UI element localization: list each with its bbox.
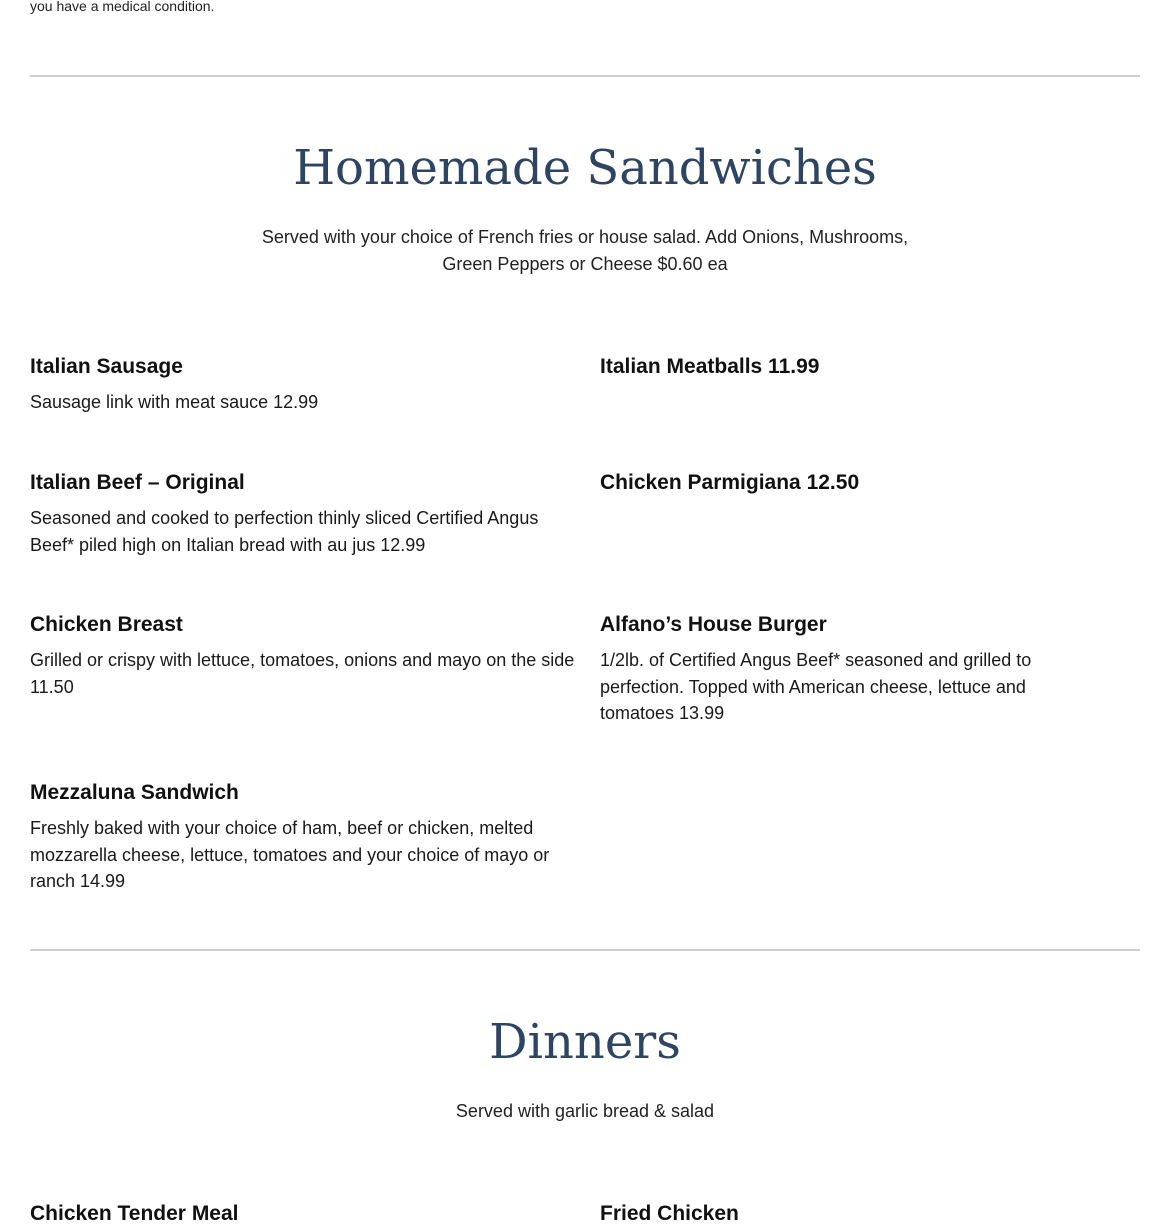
menu-item-italian-meatballs bbox=[600, 353, 1100, 381]
menu-item-name: Italian Meatballs 11.99 bbox=[600, 355, 820, 378]
menu-item-chicken-tender-meal bbox=[30, 1200, 575, 1228]
menu-item-description: Freshly baked with your choice of ham, beef or chicken, melted mozzarella cheese, lettuce, tomatoes and your choice of mayo or ranch 14.99 bbox=[30, 818, 550, 891]
menu-item-house-burger bbox=[600, 611, 1100, 727]
menu-item-name: Chicken Parmigiana 12.50 bbox=[600, 471, 860, 494]
menu-item-description: Seasoned and cooked to perfection thinly sliced Certified Angus Beef* piled high on Italian bread with au jus 12.99 bbox=[30, 508, 539, 555]
menu-item-name: Fried Chicken bbox=[600, 1202, 739, 1225]
sandwiches-title: Homemade Sandwiches bbox=[293, 140, 877, 196]
menu-item-italian-sausage bbox=[30, 353, 575, 416]
menu-item-chicken-parmigiana bbox=[600, 469, 1100, 497]
menu-item-name: Mezzaluna Sandwich bbox=[30, 781, 239, 804]
sandwiches-description-line2: Green Peppers or Cheese $0.60 ea bbox=[442, 254, 728, 274]
section-divider bbox=[30, 75, 1140, 77]
menu-item-name: Italian Sausage bbox=[30, 355, 183, 378]
sandwiches-description bbox=[235, 224, 935, 278]
menu-item-name: Italian Beef – Original bbox=[30, 471, 245, 494]
menu-item-name: Chicken Tender Meal bbox=[30, 1202, 239, 1225]
menu-item-name: Alfano’s House Burger bbox=[600, 613, 827, 636]
dinners-description: Served with garlic bread & salad bbox=[455, 1101, 715, 1121]
sandwiches-description-line1: Served with your choice of French fries or house salad. Add Onions, Mushrooms, bbox=[261, 227, 909, 247]
menu-item-description: Sausage link with meat sauce 12.99 bbox=[30, 392, 319, 412]
medical-note: you have a medical condition. bbox=[30, 0, 215, 14]
menu-item-chicken-breast bbox=[30, 611, 575, 700]
menu-item-italian-beef bbox=[30, 469, 575, 558]
menu-item-name: Chicken Breast bbox=[30, 613, 183, 636]
section-divider bbox=[30, 949, 1140, 951]
dinners-title: Dinners bbox=[489, 1014, 681, 1070]
menu-item-description: 1/2lb. of Certified Angus Beef* seasoned and grilled to perfection. Topped with American cheese, lettuce and tomatoes 13.99 bbox=[600, 650, 1032, 723]
menu-item-fried-chicken bbox=[600, 1200, 1100, 1228]
menu-item-mezzaluna-sandwich bbox=[30, 779, 575, 895]
menu-item-description: Grilled or crispy with lettuce, tomatoes, onions and mayo on the side 11.50 bbox=[30, 650, 575, 697]
